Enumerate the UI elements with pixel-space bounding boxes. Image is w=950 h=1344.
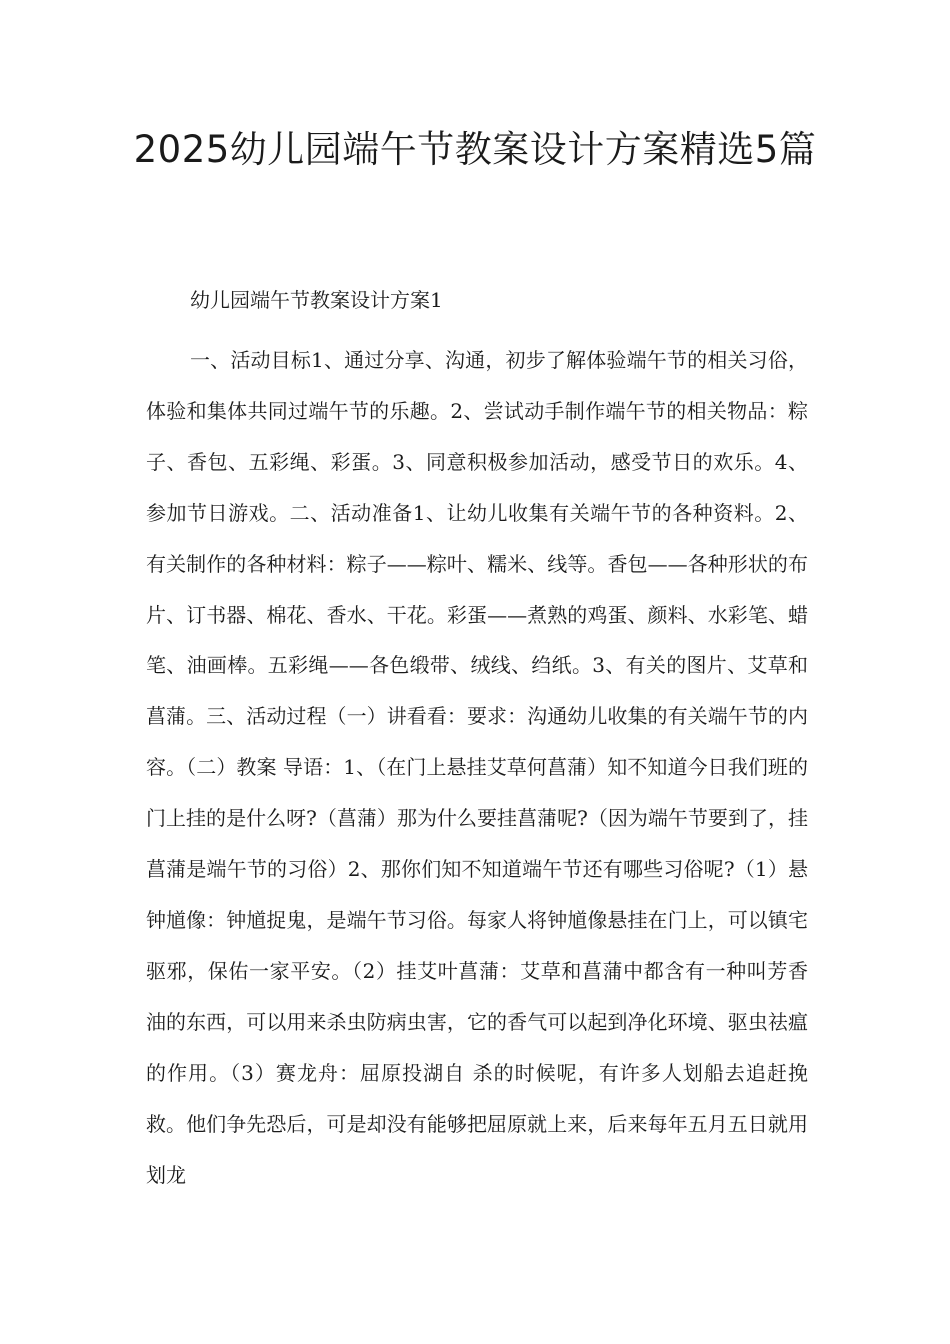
document-title: 2025幼儿园端午节教案设计方案精选5篇	[133, 128, 817, 171]
section-heading: 幼儿园端午节教案设计方案1	[190, 288, 443, 312]
body-paragraph: 一、活动目标1、通过分享、沟通，初步了解体验端午节的相关习俗，体验和集体共同过端午节的乐趣。2、尝试动手制作端午节的相关物品：粽子、香包、五彩绳、彩蛋。3、同意积极参加活动，感受节日的欢乐。4、参加节日游戏。二、活动准备1、让幼儿收集有关端午节的各种资料。2、有关制作的各种材料：粽子——粽叶、糯米、线等。香包——各种形状的布片、订书器、棉花、香水、干花。彩蛋——煮熟的鸡蛋、颜料、水彩笔、蜡笔、油画棒。五彩绳——各色缎带、绒线、绉纸。3、有关的图片、艾草和菖蒲。三、活动过程（一）讲看看：要求：沟通幼儿收集的有关端午节的内容。（二）教案 导语：1、（在门上悬挂艾草何菖蒲）知不知道今日我们班的门上挂的是什么呀?（菖蒲）那为什么要挂菖蒲呢?（因为端午节要到了，挂菖蒲是端午节的习俗）2、那你们知不知道端午节还有哪些习俗呢?（1）悬钟馗像：钟馗捉鬼，是端午节习俗。每家人将钟馗像悬挂在门上，可以镇宅驱邪，保佑一家平安。（2）挂艾叶菖蒲：艾草和菖蒲中都含有一种叫芳香油的东西，可以用来杀虫防病虫害，它的香气可以起到净化环境、驱虫祛瘟的作用。（3）赛龙舟：屈原投湖自 杀的时候呢，有许多人划船去追赶挽救。他们争先恐后，可是却没有能够把屈原就上来，后来每年五月五日就用划龙	[146, 348, 808, 1187]
